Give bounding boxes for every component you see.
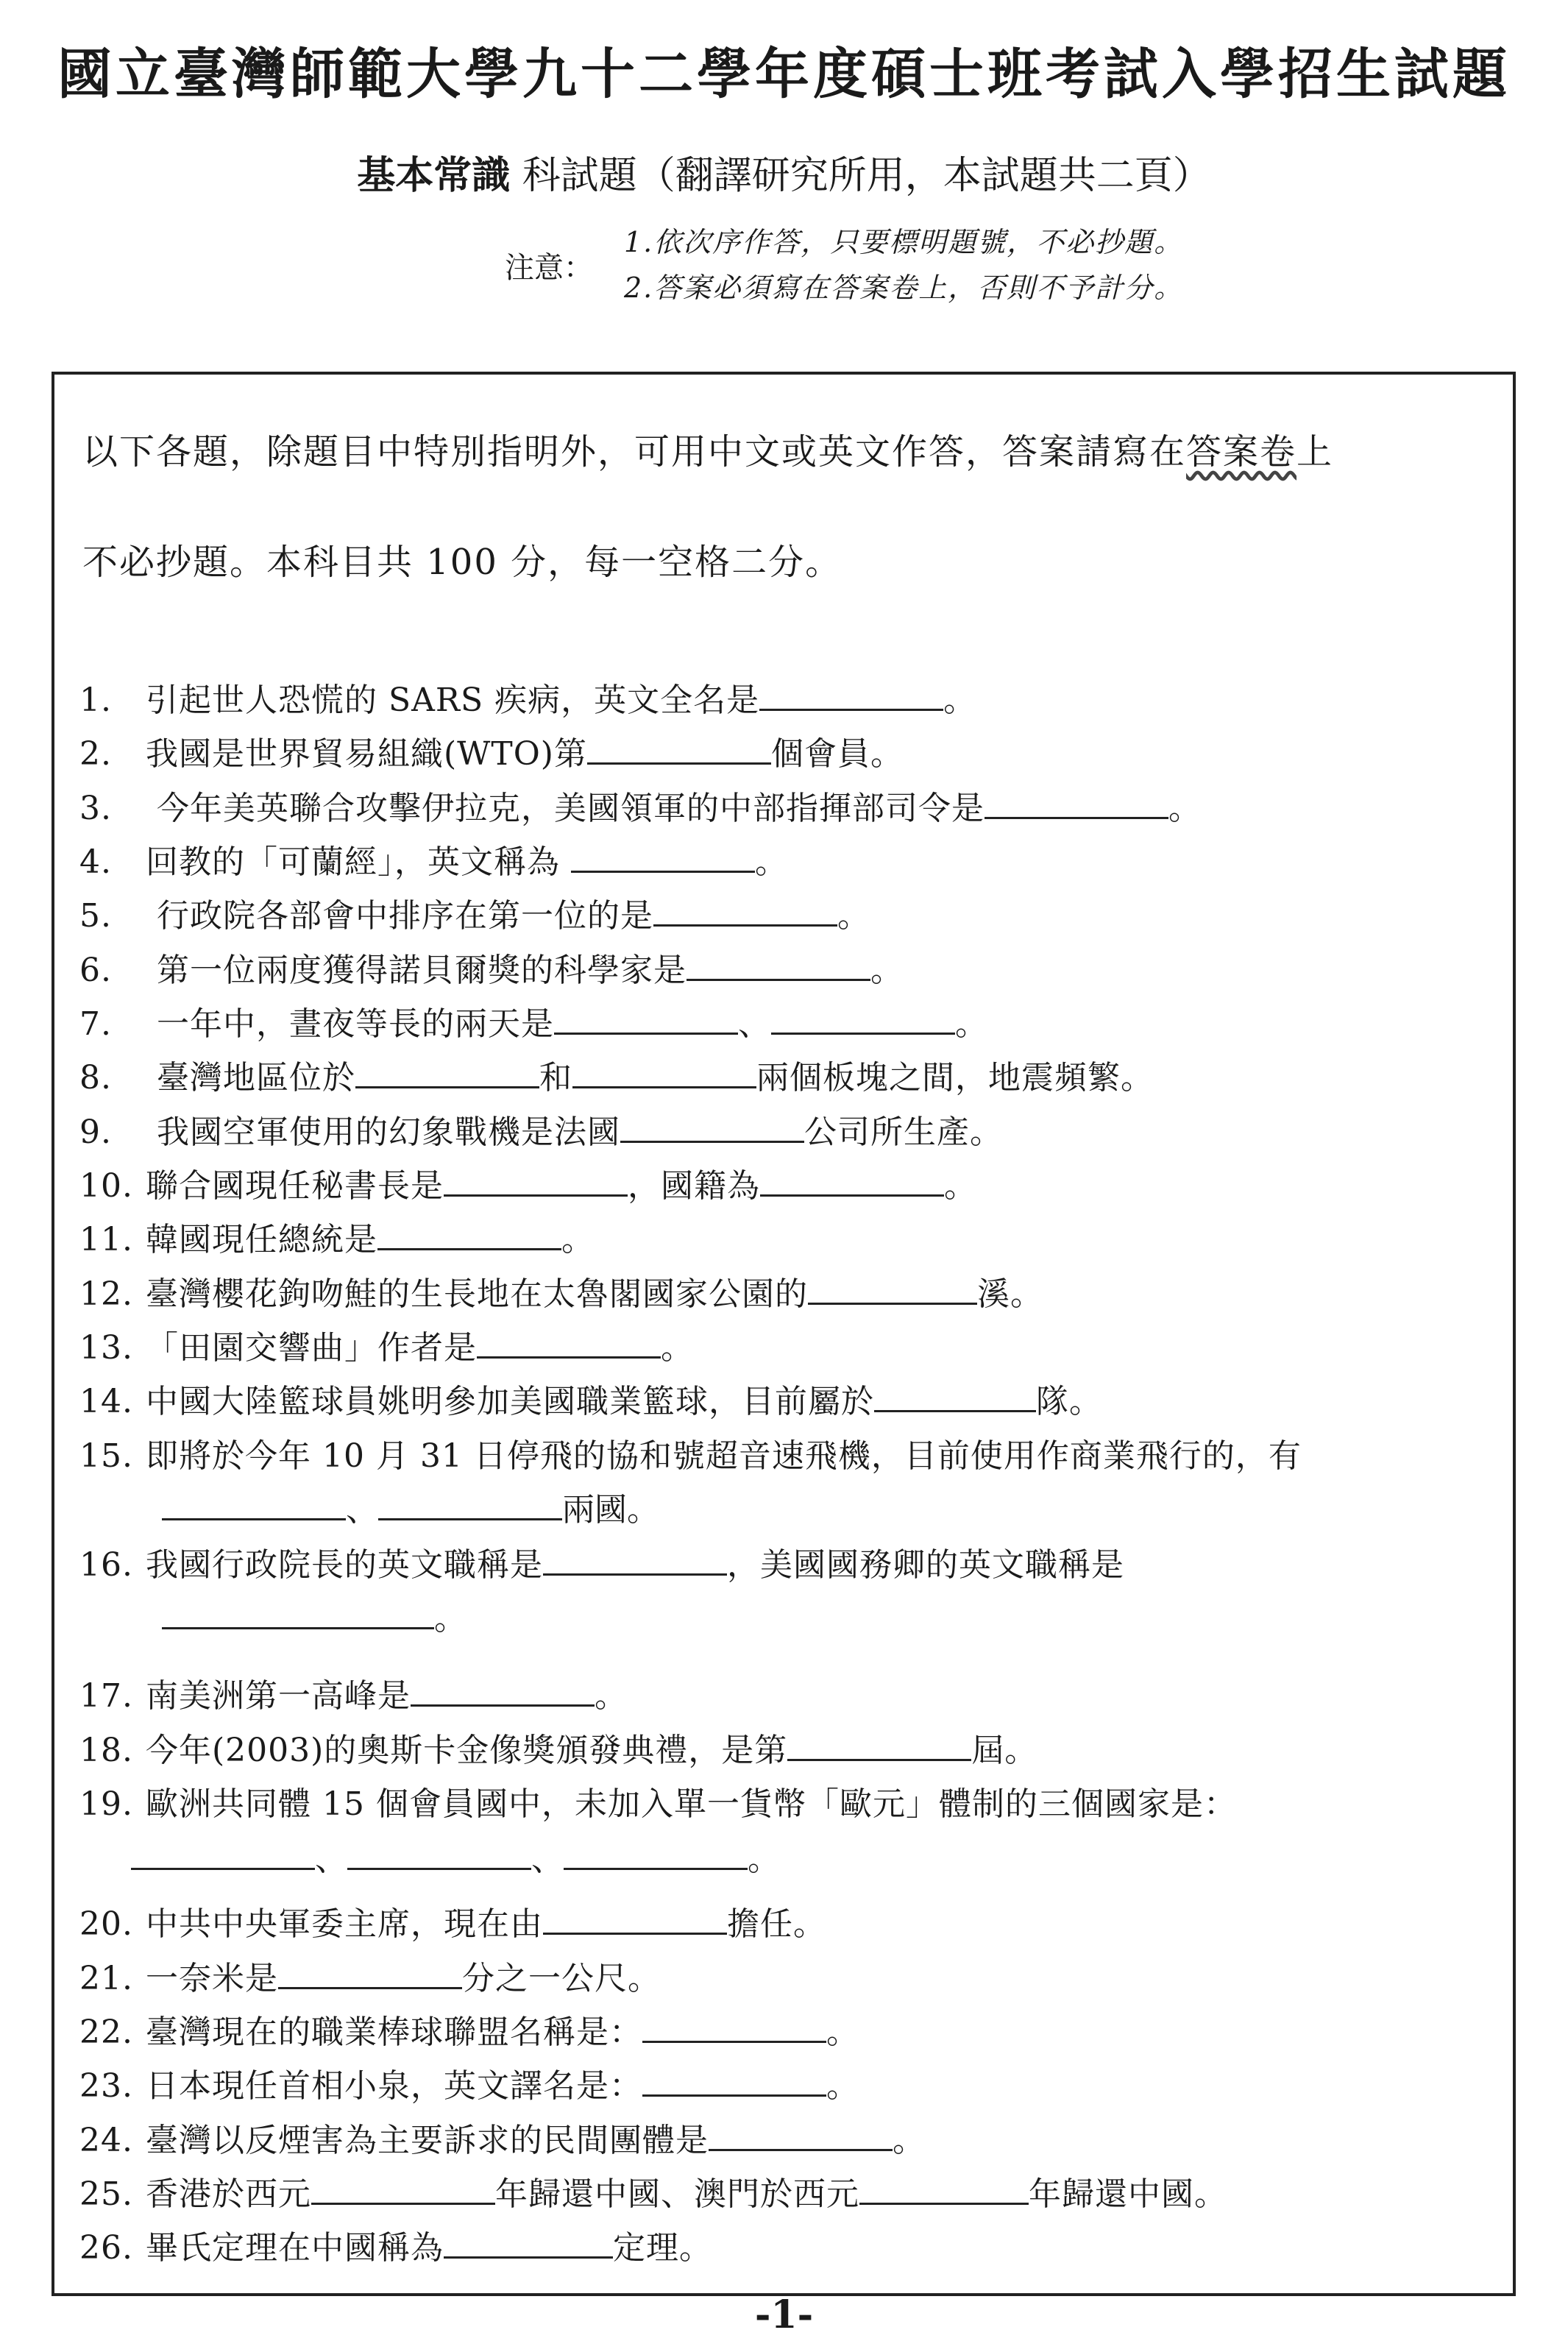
intro-line-2: 不必抄題。本科目共 100 分，每一空格二分。 bbox=[82, 542, 842, 583]
question-text: 和 bbox=[539, 1059, 572, 1097]
answer-blank bbox=[759, 687, 943, 711]
answer-blank bbox=[444, 1172, 628, 1197]
question-text: 香港於西元 bbox=[146, 2175, 311, 2213]
question-19-cont bbox=[131, 1832, 780, 1880]
question-text: 。 bbox=[755, 843, 788, 881]
question-text: 即將於今年 10 月 31 日停飛的協和號超音速飛機，目前使用作商業飛行的，有 bbox=[146, 1437, 1302, 1475]
question-number: 13. bbox=[79, 1329, 133, 1367]
question-text: 、 bbox=[346, 1491, 378, 1529]
subtitle-rest: 科試題（翻譯研究所用，本試題共二頁） bbox=[510, 154, 1211, 198]
subject-name: 基本常識 bbox=[357, 153, 511, 198]
question-14 bbox=[79, 1375, 1102, 1422]
question-text: 。 bbox=[826, 2014, 859, 2051]
note-item: 1.依次序作答，只要標明題號，不必抄題。 bbox=[624, 226, 1184, 258]
question-17 bbox=[79, 1669, 628, 1716]
answer-blank bbox=[642, 2019, 826, 2043]
question-text: 定理。 bbox=[613, 2229, 712, 2267]
question-number: 10. bbox=[79, 1167, 133, 1205]
question-3 bbox=[79, 782, 1202, 829]
question-number: 6. bbox=[79, 952, 112, 989]
question-number: 4. bbox=[79, 843, 112, 881]
question-8 bbox=[79, 1051, 1154, 1098]
question-number: 12. bbox=[79, 1275, 133, 1313]
question-15-cont bbox=[162, 1483, 659, 1530]
question-text: 臺灣地區位於 bbox=[146, 1059, 355, 1097]
question-1 bbox=[79, 673, 976, 720]
answer-blank bbox=[771, 1010, 955, 1035]
notes-label: 注意： bbox=[505, 251, 593, 285]
answer-blank bbox=[347, 1846, 531, 1870]
answer-blank bbox=[572, 1064, 756, 1088]
answer-blank bbox=[378, 1496, 562, 1520]
question-text: 、 bbox=[531, 1841, 564, 1878]
question-number: 14. bbox=[79, 1383, 133, 1420]
answer-blank bbox=[444, 2234, 613, 2259]
question-21 bbox=[79, 1952, 661, 1999]
question-text: 中共中央軍委主席，現在由 bbox=[146, 1905, 543, 1943]
question-16 bbox=[79, 1538, 1124, 1585]
question-text: 臺灣以反煙害為主要訴求的民間團體是 bbox=[146, 2122, 709, 2159]
question-text: 。 bbox=[1168, 790, 1202, 827]
question-number: 25. bbox=[79, 2175, 133, 2213]
question-number: 8. bbox=[79, 1059, 112, 1097]
question-23 bbox=[79, 2059, 859, 2106]
answer-blank bbox=[642, 2072, 826, 2097]
answer-blank bbox=[355, 1064, 539, 1088]
question-text: ，美國國務卿的英文職稱是 bbox=[727, 1546, 1124, 1584]
question-number: 3. bbox=[79, 790, 112, 827]
exam-subtitle bbox=[0, 144, 1568, 199]
question-text: ，國籍為 bbox=[628, 1167, 760, 1205]
answer-blank bbox=[687, 957, 870, 981]
note-item: 2.答案必須寫在答案卷上，否則不予計分。 bbox=[624, 272, 1184, 304]
question-16-cont bbox=[162, 1592, 467, 1639]
question-text: 臺灣現在的職業棒球聯盟名稱是： bbox=[146, 2014, 642, 2051]
question-text: 兩個板塊之間，地震頻繁。 bbox=[756, 1059, 1154, 1097]
answer-blank bbox=[311, 2181, 495, 2205]
question-text: 今年(2003)的奧斯卡金像獎頒發典禮，是第 bbox=[146, 1732, 788, 1769]
question-number: 22. bbox=[79, 2014, 133, 2051]
notes-list bbox=[624, 219, 1183, 311]
question-15 bbox=[79, 1429, 1302, 1476]
question-text: 。 bbox=[595, 1677, 628, 1715]
intro-text-end: 上 bbox=[1296, 431, 1334, 472]
question-9 bbox=[79, 1105, 1003, 1152]
question-text: 。 bbox=[661, 1329, 694, 1367]
question-24 bbox=[79, 2114, 926, 2161]
question-text: 、 bbox=[315, 1841, 347, 1878]
question-text: 我國空軍使用的幻象戰機是法國 bbox=[146, 1113, 620, 1151]
answer-blank bbox=[709, 2127, 893, 2151]
answer-blank bbox=[131, 1846, 315, 1870]
question-text: 。 bbox=[748, 1841, 780, 1878]
question-number: 9. bbox=[79, 1113, 112, 1151]
question-7 bbox=[79, 997, 988, 1044]
question-12 bbox=[79, 1267, 1043, 1314]
question-text: 第一位兩度獲得諾貝爾獎的科學家是 bbox=[146, 952, 687, 989]
question-text: 今年美英聯合攻擊伊拉克，美國領軍的中部指揮部司令是 bbox=[146, 790, 985, 827]
answer-blank bbox=[787, 1737, 971, 1761]
question-number: 16. bbox=[79, 1546, 133, 1584]
answer-blank bbox=[543, 1910, 727, 1935]
question-text: 。 bbox=[870, 952, 904, 989]
question-text: 我國行政院長的英文職稱是 bbox=[146, 1546, 543, 1584]
intro-text: 以下各題，除題目中特別指明外，可用中文或英文作答，答案請寫在 bbox=[82, 431, 1187, 472]
question-text: 屆。 bbox=[971, 1732, 1038, 1769]
answer-blank bbox=[620, 1119, 804, 1143]
question-text: 畢氏定理在中國稱為 bbox=[146, 2229, 444, 2267]
question-number: 19. bbox=[79, 1785, 133, 1823]
question-number: 5. bbox=[79, 897, 112, 935]
question-number: 20. bbox=[79, 1905, 133, 1943]
question-number: 23. bbox=[79, 2067, 133, 2105]
question-text: 一年中，晝夜等長的兩天是 bbox=[146, 1005, 554, 1043]
question-text: 聯合國現任秘書長是 bbox=[146, 1167, 444, 1205]
question-text: 行政院各部會中排序在第一位的是 bbox=[146, 897, 653, 935]
question-text: 南美洲第一高峰是 bbox=[146, 1677, 411, 1715]
question-text: 分之一公尺。 bbox=[462, 1960, 661, 1997]
answer-blank bbox=[377, 1226, 561, 1250]
question-18 bbox=[79, 1724, 1037, 1771]
question-number: 24. bbox=[79, 2122, 133, 2159]
exam-title: 國立臺灣師範大學九十二學年度碩士班考試入學招生試題 bbox=[57, 43, 1511, 106]
answer-blank bbox=[859, 2181, 1029, 2205]
question-number: 1. bbox=[79, 681, 112, 719]
answer-blank bbox=[162, 1496, 346, 1520]
question-text: 兩國。 bbox=[562, 1491, 659, 1529]
answer-blank bbox=[162, 1605, 434, 1629]
intro-line-1 bbox=[82, 423, 1333, 474]
answer-blank bbox=[554, 1010, 738, 1035]
answer-sheet-emphasis: 答案卷 bbox=[1186, 431, 1297, 472]
question-5 bbox=[79, 889, 870, 936]
question-number: 21. bbox=[79, 1960, 133, 1997]
question-number: 11. bbox=[79, 1221, 133, 1258]
question-text: 引起世人恐慌的 SARS 疾病，英文全名是 bbox=[146, 681, 760, 719]
question-text: 。 bbox=[826, 2067, 859, 2105]
question-text: 日本現任首相小泉，英文譯名是： bbox=[146, 2067, 642, 2105]
question-number: 17. bbox=[79, 1677, 133, 1715]
question-text: 臺灣櫻花鉤吻鮭的生長地在太魯閣國家公園的 bbox=[146, 1275, 808, 1313]
answer-blank bbox=[985, 795, 1168, 819]
question-text: 擔任。 bbox=[727, 1905, 826, 1943]
question-text: 個會員。 bbox=[770, 735, 904, 773]
question-text: 。 bbox=[434, 1600, 467, 1637]
question-10 bbox=[79, 1159, 977, 1206]
answer-blank bbox=[278, 1965, 462, 1989]
answer-blank bbox=[808, 1281, 977, 1305]
question-text: 。 bbox=[561, 1221, 595, 1258]
question-text: 年歸還中國、澳門於西元 bbox=[495, 2175, 859, 2213]
question-number: 18. bbox=[79, 1732, 133, 1769]
question-6 bbox=[79, 943, 904, 991]
answer-blank bbox=[653, 902, 837, 927]
question-text: 一奈米是 bbox=[146, 1960, 278, 1997]
question-22 bbox=[79, 2005, 859, 2053]
answer-blank bbox=[543, 1551, 727, 1576]
question-number: 7. bbox=[79, 1005, 112, 1043]
question-text: 。 bbox=[944, 1167, 977, 1205]
question-20 bbox=[79, 1897, 826, 1944]
page-number: -1- bbox=[754, 2292, 814, 2337]
question-text: 。 bbox=[893, 2122, 926, 2159]
question-2 bbox=[79, 727, 904, 774]
answer-blank bbox=[477, 1334, 661, 1359]
question-text: 韓國現任總統是 bbox=[146, 1221, 377, 1258]
answer-blank bbox=[564, 1846, 748, 1870]
question-text: 隊。 bbox=[1036, 1383, 1102, 1420]
answer-blank bbox=[411, 1682, 595, 1707]
question-text: 我國是世界貿易組織(WTO)第 bbox=[146, 735, 587, 773]
question-11 bbox=[79, 1213, 595, 1260]
answer-blank bbox=[571, 849, 755, 873]
question-25 bbox=[79, 2167, 1227, 2214]
question-text: 歐洲共同體 15 個會員國中，未加入單一貨幣「歐元」體制的三個國家是： bbox=[146, 1785, 1237, 1823]
question-text: 。 bbox=[943, 681, 977, 719]
question-number: 26. bbox=[79, 2229, 133, 2267]
question-text: 回教的「可蘭經」，英文稱為 bbox=[146, 843, 571, 881]
question-text: 。 bbox=[837, 897, 870, 935]
question-13 bbox=[79, 1321, 694, 1368]
question-number: 15. bbox=[79, 1437, 133, 1475]
question-4 bbox=[79, 835, 788, 882]
answer-blank bbox=[874, 1388, 1036, 1412]
answer-blank bbox=[587, 740, 771, 765]
answer-blank bbox=[760, 1172, 944, 1197]
question-text: 、 bbox=[738, 1005, 771, 1043]
question-text: 中國大陸籃球員姚明參加美國職業籃球，目前屬於 bbox=[146, 1383, 874, 1420]
question-text: 年歸還中國。 bbox=[1029, 2175, 1227, 2213]
question-26 bbox=[79, 2221, 712, 2268]
question-19 bbox=[79, 1777, 1237, 1824]
question-number: 2. bbox=[79, 735, 112, 773]
question-text: 。 bbox=[955, 1005, 988, 1043]
question-text: 溪。 bbox=[977, 1275, 1043, 1313]
question-text: 「田園交響曲」作者是 bbox=[146, 1329, 477, 1367]
question-text: 公司所生產。 bbox=[804, 1113, 1003, 1151]
